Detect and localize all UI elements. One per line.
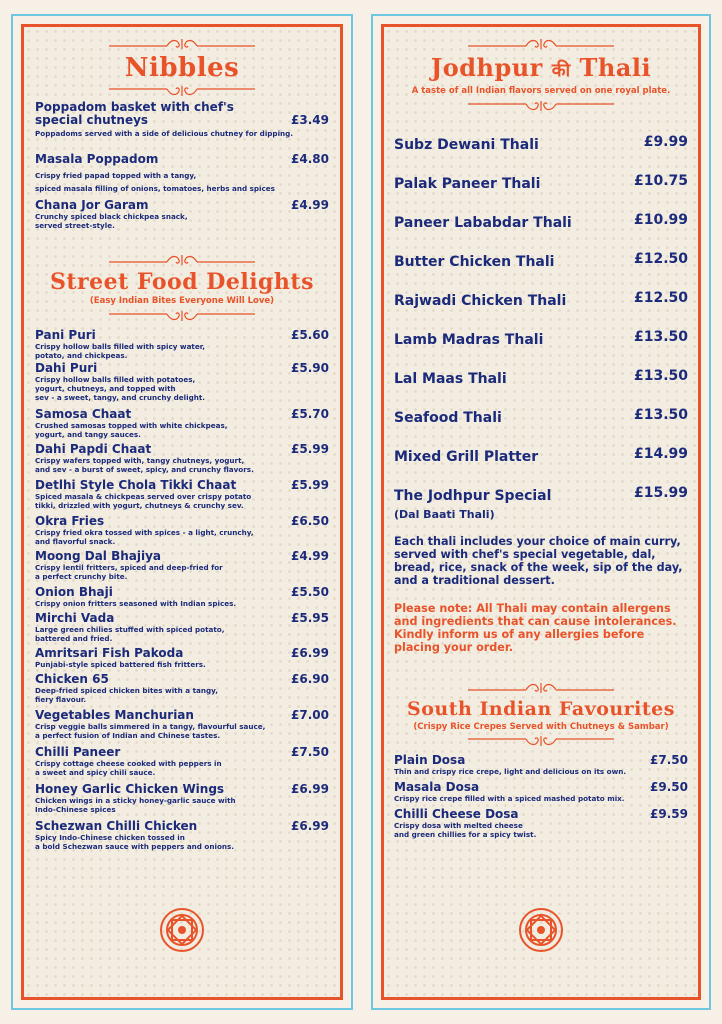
menu-item bbox=[35, 783, 329, 814]
item-description: Spicy Indo-Chinese chicken tossed in a bold Schezwan sauce with peppers and onions. bbox=[35, 833, 235, 851]
nibbles-title: Nibbles bbox=[124, 53, 240, 83]
scroll-ornament-icon bbox=[107, 309, 257, 323]
item-price: £3.49 bbox=[291, 113, 329, 127]
scroll-ornament-icon bbox=[466, 734, 616, 748]
item-price: £5.70 bbox=[291, 407, 329, 421]
menu-item bbox=[394, 808, 688, 839]
item-name: Chilli Cheese Dosa bbox=[394, 807, 519, 821]
item-name: Moong Dal Bhajiya bbox=[35, 549, 162, 563]
item-price: £5.60 bbox=[291, 328, 329, 342]
item-description: Crispy wafers topped with, tangy chutneys, yogurt, and sev - a burst of sweet, spicy, and crunchy flavors. bbox=[35, 456, 254, 474]
item-price: £5.95 bbox=[291, 611, 329, 625]
menu-item bbox=[35, 515, 329, 546]
south-indian-subtitle: (Crispy Rice Crepes Served with Chutneys & Sambar) bbox=[413, 722, 669, 732]
item-description: Crisp veggie balls simmered in a tangy, flavourful sauce, a perfect fusion of Indian and Chinese tastes. bbox=[35, 722, 266, 740]
item-description: Crunchy spiced black chickpea snack, served street-style. bbox=[35, 212, 188, 230]
allergen-note: Please note: All Thali may contain allergens and ingredients that can cause intolerances. Kindly inform us of any allergies before placing your order. bbox=[394, 602, 677, 654]
item-name: Mixed Grill Platter bbox=[394, 449, 539, 465]
item-name: Vegetables Manchurian bbox=[35, 708, 194, 722]
item-price: £4.99 bbox=[291, 549, 329, 563]
menu-item bbox=[35, 362, 329, 402]
thali-item bbox=[394, 134, 688, 153]
item-name: Lamb Madras Thali bbox=[394, 332, 544, 348]
item-name: The Jodhpur Special bbox=[394, 488, 552, 504]
item-name: Palak Paneer Thali bbox=[394, 176, 541, 192]
item-description: Crispy rice crepe filled with a spiced mashed potato mix. bbox=[394, 794, 625, 803]
mandala-emblem-icon bbox=[159, 907, 205, 953]
menu-item bbox=[35, 479, 329, 510]
left-menu-inner bbox=[21, 24, 343, 1000]
item-price: £9.50 bbox=[650, 780, 688, 794]
right-menu-panel bbox=[371, 14, 711, 1010]
item-price: £12.50 bbox=[633, 290, 688, 306]
item-description: Deep-fried spiced chicken bites with a tangy, fiery flavour. bbox=[35, 686, 218, 704]
item-name: Chicken 65 bbox=[35, 672, 109, 686]
scroll-ornament-icon bbox=[466, 37, 616, 51]
item-description: Thin and crispy rice crepe, light and delicious on its own. bbox=[394, 767, 627, 776]
menu-item bbox=[35, 443, 329, 474]
thali-title bbox=[384, 53, 698, 86]
menu-item bbox=[35, 408, 329, 439]
item-description: Punjabi-style spiced battered fish fritters. bbox=[35, 660, 206, 669]
item-price: £6.99 bbox=[291, 782, 329, 796]
thali-item bbox=[394, 368, 688, 387]
street-food-title: Street Food Delights bbox=[50, 269, 314, 295]
menu-item bbox=[35, 586, 329, 608]
item-price: £6.99 bbox=[291, 819, 329, 833]
menu-item bbox=[35, 550, 329, 581]
item-name: Chilli Paneer bbox=[35, 745, 121, 759]
thali-item bbox=[394, 407, 688, 426]
item-price: £7.50 bbox=[650, 753, 688, 767]
item-description: Crispy hollow balls filled with spicy water, potato, and chickpeas. bbox=[35, 342, 205, 360]
thali-title-part: Jodhpur bbox=[430, 53, 543, 82]
item-name: Chana Jor Garam bbox=[35, 198, 149, 212]
scroll-ornament-icon bbox=[466, 99, 616, 113]
scroll-ornament-icon bbox=[107, 253, 257, 267]
mandala-emblem-icon bbox=[518, 907, 564, 953]
item-name: Schezwan Chilli Chicken bbox=[35, 819, 198, 833]
item-name: Dahi Puri bbox=[35, 361, 98, 375]
item-description: Crispy dosa with melted cheese and green chillies for a spicy twist. bbox=[394, 821, 537, 839]
menu-item bbox=[35, 647, 329, 669]
item-price: £12.50 bbox=[633, 251, 688, 267]
item-name: Onion Bhaji bbox=[35, 585, 113, 599]
thali-title-part: Thali bbox=[579, 53, 652, 82]
item-description: Chicken wings in a sticky honey-garlic sauce with Indo-Chinese spices bbox=[35, 796, 236, 814]
item-name: Samosa Chaat bbox=[35, 407, 132, 421]
item-price: £9.59 bbox=[650, 807, 688, 821]
item-price: £9.99 bbox=[643, 134, 688, 150]
item-price: £14.99 bbox=[633, 446, 688, 462]
thali-item bbox=[394, 173, 688, 192]
item-price: £5.99 bbox=[291, 442, 329, 456]
item-price: £6.90 bbox=[291, 672, 329, 686]
item-name: Okra Fries bbox=[35, 514, 105, 528]
item-name: Butter Chicken Thali bbox=[394, 254, 555, 270]
menu-item bbox=[35, 329, 329, 360]
item-price: £13.50 bbox=[633, 407, 688, 423]
menu-item bbox=[35, 709, 329, 740]
menu-item bbox=[35, 153, 329, 195]
right-menu-inner bbox=[381, 24, 701, 1000]
menu-item bbox=[35, 101, 329, 138]
item-price: £15.99 bbox=[633, 485, 688, 501]
item-description: Crispy fried okra tossed with spices - a light, crunchy, and flavorful snack. bbox=[35, 528, 254, 546]
item-price: £10.99 bbox=[633, 212, 688, 228]
item-description: Crispy cottage cheese cooked with peppers in a sweet and spicy chili sauce. bbox=[35, 759, 222, 777]
item-description: Large green chilies stuffed with spiced potato, battered and fried. bbox=[35, 625, 225, 643]
menu-item bbox=[35, 820, 329, 851]
scroll-ornament-icon bbox=[107, 84, 257, 98]
street-food-subtitle: (Easy Indian Bites Everyone Will Love) bbox=[89, 296, 275, 306]
thali-item bbox=[394, 446, 688, 465]
item-price: £5.50 bbox=[291, 585, 329, 599]
item-description: Crispy hollow balls filled with potatoes, yogurt, chutneys, and topped with sev - a sweet, tangy, and crunchy delight. bbox=[35, 375, 206, 402]
item-name: Masala Poppadom bbox=[35, 152, 159, 166]
item-name: Masala Dosa bbox=[394, 780, 480, 794]
item-price: £4.80 bbox=[291, 152, 329, 166]
item-price: £10.75 bbox=[633, 173, 688, 189]
item-description: Spiced masala & chickpeas served over crispy potato tikki, drizzled with yogurt, chutneys & crunchy sev. bbox=[35, 492, 252, 510]
item-price: £4.99 bbox=[291, 198, 329, 212]
item-description: Crushed samosas topped with white chickpeas, yogurt, and tangy sauces. bbox=[35, 421, 228, 439]
item-name: Subz Dewani Thali bbox=[394, 137, 539, 153]
menu-item bbox=[35, 673, 329, 704]
menu-item bbox=[394, 781, 688, 803]
item-description: Crispy onion fritters seasoned with Indian spices. bbox=[35, 599, 237, 608]
item-description: Crispy fried papad topped with a tangy, spiced masala filling of onions, tomatoes, herbs and spices bbox=[35, 171, 275, 193]
item-name: Dahi Papdi Chaat bbox=[35, 442, 152, 456]
item-name: Poppadom basket with chef's special chutneys bbox=[35, 100, 234, 127]
item-price: £7.00 bbox=[291, 708, 329, 722]
item-name: Detlhi Style Chola Tikki Chaat bbox=[35, 478, 237, 492]
menu-item bbox=[394, 754, 688, 776]
item-name: Honey Garlic Chicken Wings bbox=[35, 782, 225, 796]
thali-subtitle: A taste of all Indian flavors served on one royal plate. bbox=[411, 86, 671, 96]
item-description: Poppadoms served with a side of delicious chutney for dipping. bbox=[35, 129, 294, 138]
thali-includes-text: Each thali includes your choice of main curry, served with chef's special vegetable, dal, bread, rice, snack of the week, sip of the day, and a traditional dessert. bbox=[394, 535, 683, 587]
item-name: Seafood Thali bbox=[394, 410, 502, 426]
item-name: Rajwadi Chicken Thali bbox=[394, 293, 567, 309]
south-indian-title: South Indian Favourites bbox=[407, 698, 675, 720]
item-name: Mirchi Vada bbox=[35, 611, 115, 625]
item-price: £5.99 bbox=[291, 478, 329, 492]
item-name: Paneer Lababdar Thali bbox=[394, 215, 572, 231]
item-price: £6.99 bbox=[291, 646, 329, 660]
item-name: Plain Dosa bbox=[394, 753, 466, 767]
menu-item bbox=[35, 746, 329, 777]
item-price: £5.90 bbox=[291, 361, 329, 375]
item-price: £13.50 bbox=[633, 368, 688, 384]
item-name: Amritsari Fish Pakoda bbox=[35, 646, 184, 660]
menu-item bbox=[35, 612, 329, 643]
item-name: Lal Maas Thali bbox=[394, 371, 507, 387]
item-description: Crispy lentil fritters, spiced and deep-fried for a perfect crunchy bite. bbox=[35, 563, 223, 581]
item-name: Pani Puri bbox=[35, 328, 96, 342]
scroll-ornament-icon bbox=[107, 37, 257, 51]
thali-item bbox=[394, 485, 688, 521]
thali-item bbox=[394, 212, 688, 231]
scroll-ornament-icon bbox=[466, 681, 616, 695]
menu-item bbox=[35, 199, 329, 230]
thali-item bbox=[394, 290, 688, 309]
thali-item bbox=[394, 329, 688, 348]
item-note: (Dal Baati Thali) bbox=[394, 508, 495, 521]
item-price: £13.50 bbox=[633, 329, 688, 345]
item-price: £6.50 bbox=[291, 514, 329, 528]
thali-title-hindi: की bbox=[551, 60, 571, 81]
left-menu-panel bbox=[11, 14, 353, 1010]
thali-item bbox=[394, 251, 688, 270]
item-price: £7.50 bbox=[291, 745, 329, 759]
